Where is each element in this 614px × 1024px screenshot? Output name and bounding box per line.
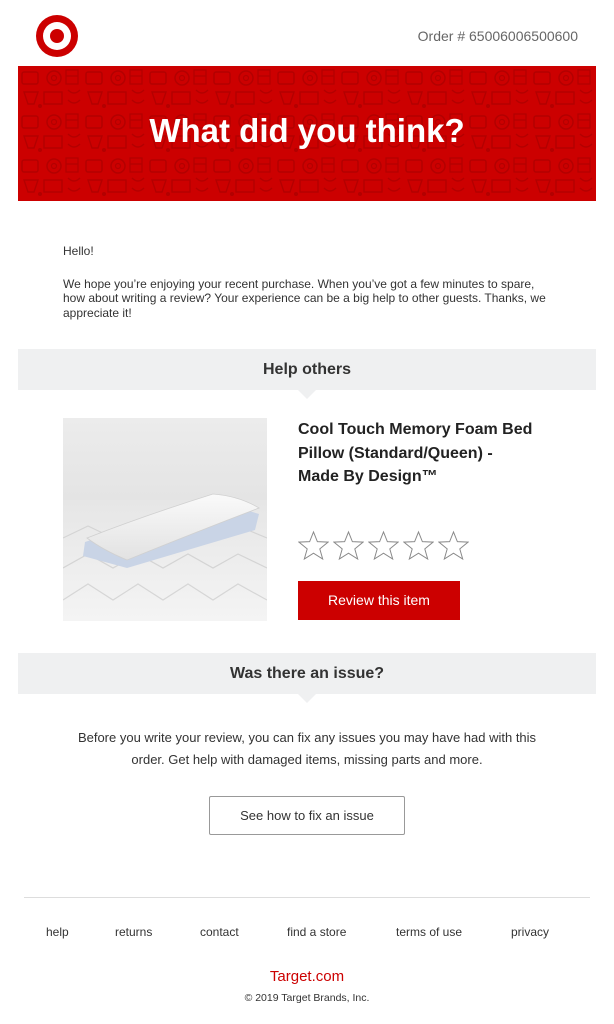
- logo-center-dot: [50, 29, 64, 43]
- star-4-icon[interactable]: [403, 530, 434, 561]
- copyright: © 2019 Target Brands, Inc.: [244, 992, 370, 1004]
- hero-banner: [18, 66, 596, 201]
- star-rating[interactable]: [298, 530, 469, 561]
- issue-body: Before you write your review, you can fix any issues you may have had with this order. Get help with damaged items, missing parts and more.: [77, 730, 537, 767]
- issue-title: Was there an issue?: [229, 665, 385, 682]
- footer-link-privacy[interactable]: privacy: [511, 925, 550, 939]
- fix-issue-button[interactable]: See how to fix an issue: [209, 796, 405, 835]
- band-notch: [298, 390, 316, 399]
- footer-link-help[interactable]: help: [46, 925, 69, 939]
- footer-nav: [0, 925, 614, 941]
- footer-link-returns[interactable]: returns: [115, 925, 153, 939]
- help-others-heading: [18, 349, 596, 390]
- review-item-button[interactable]: Review this item: [298, 581, 460, 620]
- greeting: Hello!: [63, 244, 94, 258]
- target-site-link[interactable]: Target.com: [269, 968, 345, 985]
- footer-divider: [24, 897, 590, 898]
- product-image[interactable]: [63, 418, 267, 621]
- star-5-icon[interactable]: [438, 530, 469, 561]
- star-2-icon[interactable]: [333, 530, 364, 561]
- band-notch: [298, 694, 316, 703]
- intro-body: We hope you’re enjoying your recent purchase. When you’ve got a few minutes to spare, how about writing a review? Your experience can be a big help to other guests. Thanks, we appreciate it!: [63, 276, 546, 320]
- star-3-icon[interactable]: [368, 530, 399, 561]
- issue-heading: [18, 653, 596, 694]
- order-number: Order # 65006006500600: [417, 28, 578, 44]
- help-others-title: Help others: [262, 361, 351, 378]
- footer-link-find-store[interactable]: find a store: [287, 925, 347, 939]
- footer-link-terms[interactable]: terms of use: [396, 925, 463, 939]
- product-title[interactable]: Cool Touch Memory Foam Bed Pillow (Standard/Queen) - Made By Design™: [298, 421, 533, 485]
- email-header: [0, 0, 614, 66]
- star-1-icon[interactable]: [298, 530, 329, 561]
- footer-link-contact[interactable]: contact: [200, 925, 239, 939]
- target-logo-icon[interactable]: [36, 15, 78, 57]
- hero-title: What did you think?: [149, 112, 465, 149]
- intro-message: [63, 244, 553, 320]
